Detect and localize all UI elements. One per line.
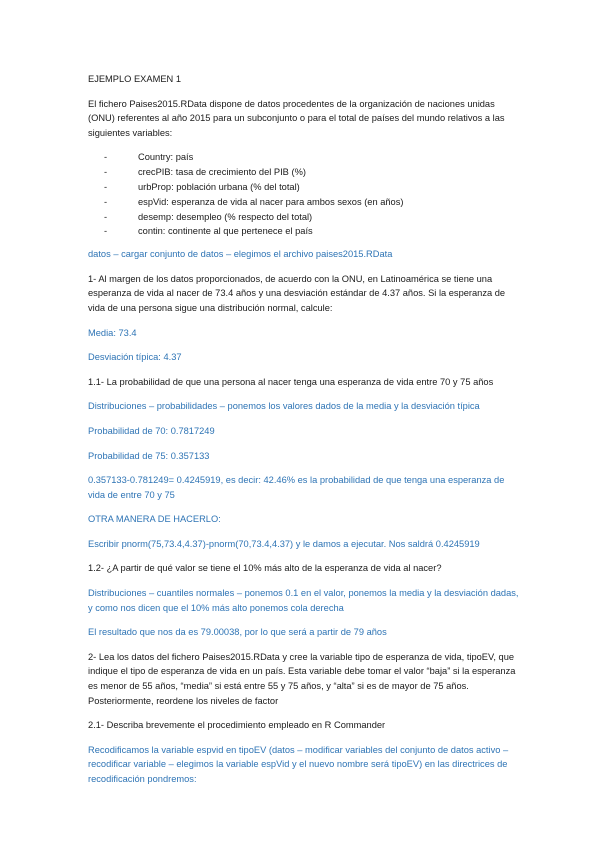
question-2: 2- Lea los datos del fichero Paises2015.RData y cree la variable tipo de esperanza de vida, tipoEV, que indique el tipo de esperanza de vida en un país. Esta variable debe tomar el valor “baja” si la esperanza es menor de 55 años, “media” si está entre 55 y 75 años, y “alta” si es de mayor de 75 años. Posteriormente, reordene los niveles de factor (88, 651, 516, 706)
dash-bullet: - (104, 167, 108, 178)
question-2-1-step: Recodificamos la variable espvid en tipoEV (datos – modificar variables del conjunto de datos activo – recodificar variable – elegimos la variable espVid y el nuevo nombre será tipoEV) en las directrices de recodificación pondremos: (88, 744, 509, 784)
otra-manera-heading: OTRA MANERA DE HACERLO: (88, 514, 221, 525)
dash-bullet: - (104, 211, 108, 222)
question-1-2-step: Distribuciones – cuantiles normales – ponemos 0.1 en el valor, ponemos la media y la desviación dadas, y como nos dicen que el 10% más alto ponemos cola derecha (88, 588, 519, 613)
probability-70: Probabilidad de 70: 0.7817249 (88, 425, 215, 436)
list-item: - crecPIB: tasa de crecimiento del PIB (%) (104, 165, 520, 180)
dash-bullet: - (104, 196, 108, 207)
desviacion-value: Desviación típica: 4.37 (88, 352, 182, 363)
list-item: - urbProp: población urbana (% del total) (104, 180, 520, 195)
question-2-1: 2.1- Describa brevemente el procedimiento empleado en R Commander (88, 720, 386, 731)
document-page (88, 72, 520, 797)
list-item: - Country: país (104, 150, 520, 165)
dash-bullet: - (104, 226, 108, 237)
intro-paragraph: El fichero Paises2015.RData dispone de datos procedentes de la organización de naciones unidas (ONU) referentes al año 2015 para un subconjunto o para el total de países del mundo relativos a las siguientes variables: (88, 98, 505, 138)
probability-75: Probabilidad de 75: 0.357133 (88, 450, 210, 461)
question-1-2-result: El resultado que nos da es 79.00038, por lo que será a partir de 79 años (88, 627, 387, 638)
list-item: - desemp: desempleo (% respecto del total) (104, 210, 520, 225)
variables-list (88, 150, 520, 239)
question-1-2: 1.2- ¿A partir de qué valor se tiene el 10% más alto de la esperanza de vida al nacer? (88, 563, 442, 574)
question-1: 1- Al margen de los datos proporcionados, de acuerdo con la ONU, en Latinoamérica se tiene una esperanza de vida al nacer de 73.4 años y una desviación estándar de 4.37 años. Si la esperanza de vida de una persona sigue una distribución normal, calcule: (88, 273, 506, 313)
pnorm-instruction: Escribir pnorm(75,73.4,4.37)-pnorm(70,73.4,4.37) y le damos a ejecutar. Nos saldrá 0.4245919 (88, 538, 480, 549)
list-item: - contin: continente al que pertenece el país (104, 224, 520, 239)
load-data-step: datos – cargar conjunto de datos – elegimos el archivo paises2015.RData (88, 249, 393, 260)
dash-bullet: - (104, 181, 108, 192)
document-title: EJEMPLO EXAMEN 1 (88, 74, 181, 84)
list-item: - espVid: esperanza de vida al nacer para ambos sexos (en años) (104, 195, 520, 210)
question-1-1: 1.1- La probabilidad de que una persona al nacer tenga una esperanza de vida entre 70 y 75 años (88, 376, 494, 387)
question-1-1-step: Distribuciones – probabilidades – ponemos los valores dados de la media y la desviación típica (88, 401, 480, 412)
media-value: Media: 73.4 (88, 327, 137, 338)
dash-bullet: - (104, 152, 108, 163)
question-1-1-result: 0.357133-0.781249= 0.4245919, es decir: 42.46% es la probabilidad de que tenga una esperanza de vida de entre 70 y 75 (88, 475, 505, 500)
